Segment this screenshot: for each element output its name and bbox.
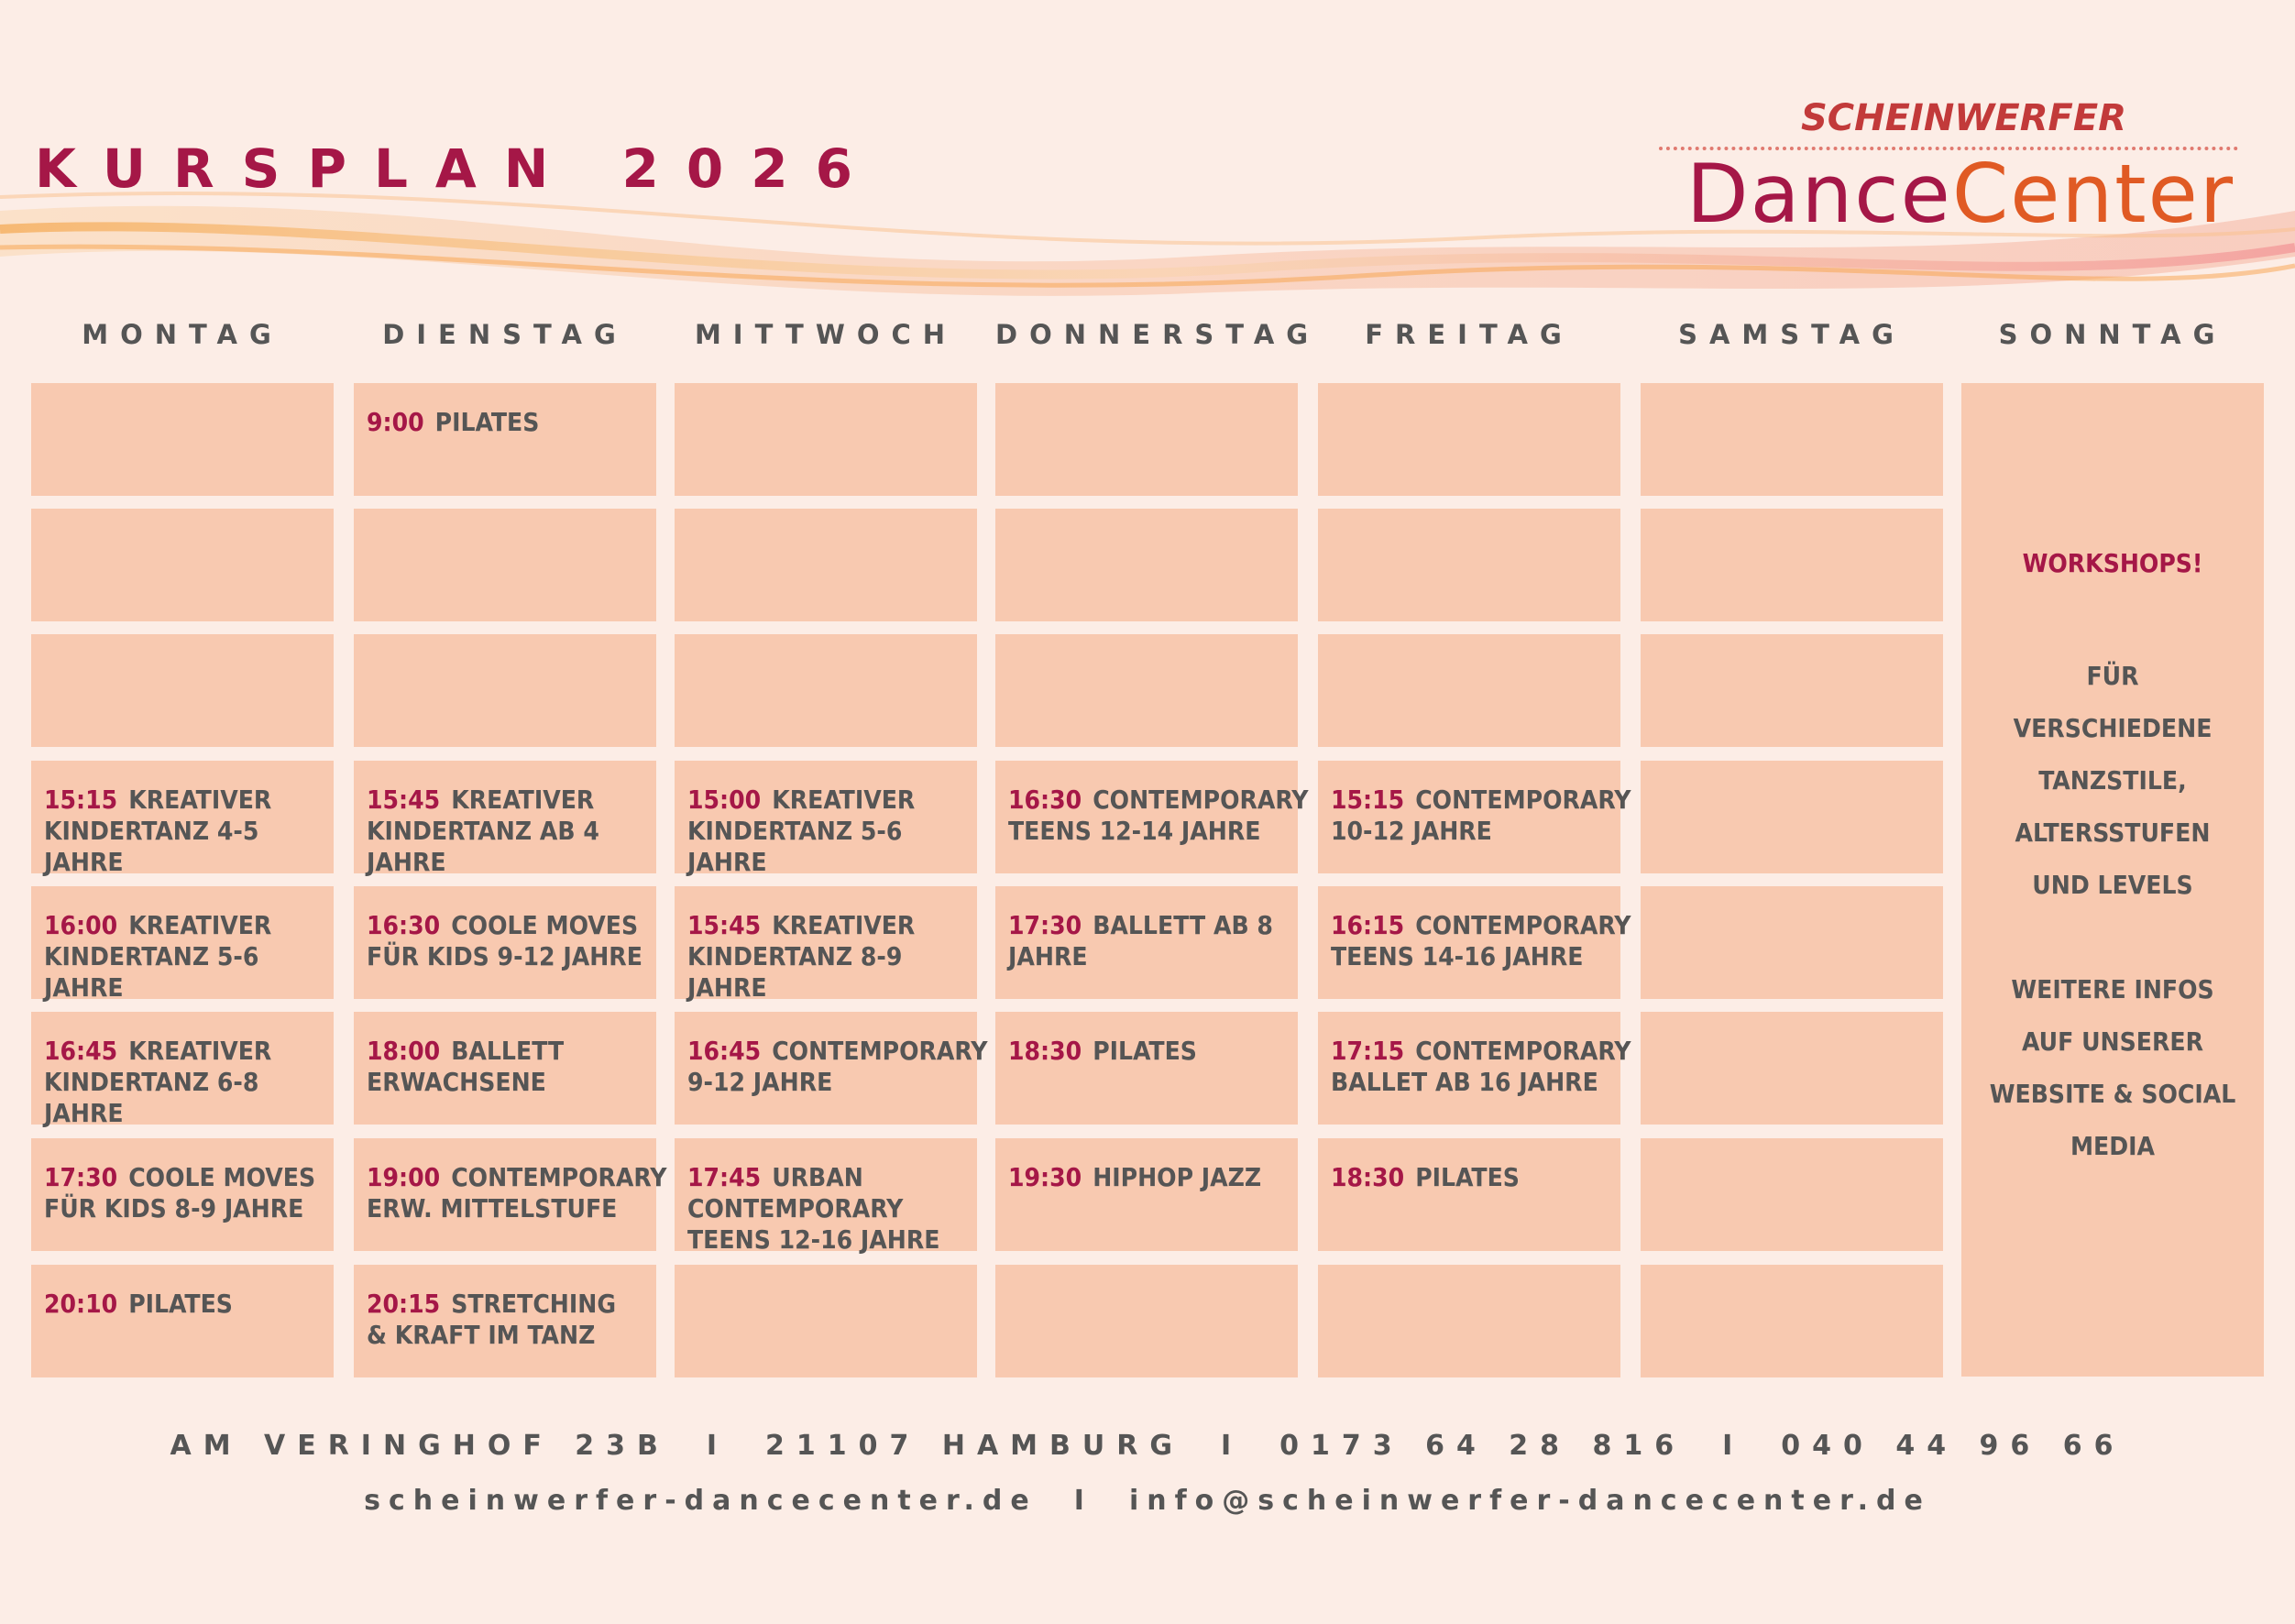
class-time: 15:45 [367, 785, 441, 815]
schedule-cell [31, 761, 334, 877]
class-name: KREATIVER KINDERTANZ AB 4 JAHRE [367, 785, 599, 877]
class-name: CONTEMPORARY 9-12 JAHRE [687, 1036, 988, 1097]
schedule-cell [1641, 761, 1943, 873]
day-header-donnerstag: DONNERSTAG [995, 319, 1321, 350]
schedule-cell [1318, 634, 1620, 747]
logo-center: Center [1951, 147, 2235, 241]
schedule-cell [1641, 1138, 1943, 1251]
schedule-cell [675, 1012, 988, 1125]
class-name: PILATES [434, 407, 540, 437]
schedule-cell [1641, 383, 1943, 496]
class-time: 9:00 [367, 407, 424, 437]
footer-phone-landline: 040 44 96 66 [1781, 1430, 2125, 1462]
day-header-mittwoch: MITTWOCH [694, 319, 958, 350]
dancecenter-logo [1659, 97, 2246, 244]
schedule-cell [1641, 886, 1943, 999]
class-time: 19:30 [1008, 1162, 1082, 1192]
schedule-cell [995, 1138, 1298, 1251]
class-time: 16:45 [44, 1036, 118, 1066]
class-time: 17:15 [1331, 1036, 1405, 1066]
schedule-cell [995, 1265, 1298, 1377]
footer-address: AM VERINGHOF 23B [170, 1430, 670, 1462]
class-time: 16:45 [687, 1036, 762, 1066]
class-time: 15:15 [44, 785, 118, 815]
footer-separator: I [706, 1430, 730, 1462]
class-time: 18:30 [1331, 1162, 1405, 1192]
schedule-cell [675, 761, 977, 877]
class-name: KREATIVER KINDERTANZ 4-5 JAHRE [44, 785, 272, 877]
logo-top-text: SCHEINWERFER [1800, 97, 2126, 139]
schedule-cell [354, 1012, 656, 1125]
workshops-line: ALTERSSTUFEN [2015, 817, 2211, 848]
footer-web-line [0, 1485, 2295, 1517]
workshops-spacer [1961, 911, 2264, 963]
workshops-line: FÜR [2086, 661, 2139, 691]
class-name: CONTEMPORARY TEENS 14-16 JAHRE [1331, 910, 1631, 971]
class-name: URBAN CONTEMPORARY TEENS 12-16 JAHRE [687, 1162, 940, 1255]
class-name: CONTEMPORARY ERW. MITTELSTUFE [367, 1162, 667, 1223]
class-time: 16:15 [1331, 910, 1405, 940]
footer-city: 21107 HAMBURG [765, 1430, 1184, 1462]
class-name: PILATES [128, 1289, 233, 1319]
schedule-cell [995, 761, 1309, 873]
schedule-cell [354, 886, 656, 999]
schedule-cell [31, 1012, 334, 1128]
footer-separator: I [1722, 1430, 1745, 1462]
schedule-cell [1641, 1012, 1943, 1125]
class-time: 16:00 [44, 910, 118, 940]
day-header-montag: MONTAG [82, 319, 283, 350]
class-time: 15:00 [687, 785, 762, 815]
class-time: 15:15 [1331, 785, 1405, 815]
class-time: 16:30 [367, 910, 441, 940]
footer-separator: I [1073, 1485, 1093, 1517]
schedule-cell [31, 383, 334, 496]
class-name: CONTEMPORARY TEENS 12-14 JAHRE [1008, 785, 1309, 846]
schedule-cell [354, 509, 656, 621]
schedule-cell [1318, 886, 1631, 999]
class-name: PILATES [1093, 1036, 1197, 1066]
class-name: KREATIVER KINDERTANZ 5-6 JAHRE [687, 785, 916, 877]
class-time: 17:45 [687, 1162, 762, 1192]
info-line: WEBSITE & SOCIAL [1989, 1079, 2236, 1109]
day-header-sonntag: SONNTAG [1998, 319, 2227, 350]
schedule-cell [354, 383, 656, 496]
info-line: WEITERE INFOS [2011, 974, 2214, 1004]
footer-phone-mobile: 0173 64 28 816 [1279, 1430, 1686, 1462]
logo-dance: Dance [1686, 147, 1952, 241]
schedule-cell [354, 634, 656, 747]
schedule-cell [995, 1012, 1298, 1125]
class-time: 15:45 [687, 910, 762, 940]
class-time: 17:30 [44, 1162, 118, 1192]
day-header-samstag: SAMSTAG [1678, 319, 1905, 350]
class-name: PILATES [1415, 1162, 1520, 1192]
schedule-cell [1641, 509, 1943, 621]
class-name: CONTEMPORARY 10-12 JAHRE [1331, 785, 1631, 846]
info-line: AUF UNSERER [2022, 1026, 2203, 1057]
schedule-cell [995, 383, 1298, 496]
schedule-cell [1318, 1138, 1620, 1251]
class-time: 17:30 [1008, 910, 1082, 940]
class-name: KREATIVER KINDERTANZ 8-9 JAHRE [687, 910, 916, 1003]
class-time: 20:10 [44, 1289, 118, 1319]
class-name: COOLE MOVES FÜR KIDS 8-9 JAHRE [44, 1162, 316, 1223]
class-time: 20:15 [367, 1289, 441, 1319]
schedule-cell [1318, 1265, 1620, 1377]
schedule-cell [354, 1265, 656, 1377]
schedule-cell [675, 634, 977, 747]
class-name: KREATIVER KINDERTANZ 5-6 JAHRE [44, 910, 272, 1003]
workshops-line: TANZSTILE, [2038, 765, 2187, 796]
schedule-cell [675, 1138, 977, 1255]
schedule-cell [1318, 1012, 1631, 1125]
schedule-cell [31, 634, 334, 747]
schedule-cell [675, 886, 977, 1003]
class-name: STRETCHING & KRAFT IM TANZ [367, 1289, 616, 1350]
footer-address-line [0, 1430, 2295, 1462]
schedule-cell [675, 509, 977, 621]
schedule-cell [675, 1265, 977, 1377]
schedule-cell [31, 509, 334, 621]
schedule-cell [1641, 634, 1943, 747]
schedule-cell [1318, 761, 1631, 873]
schedule-cell [675, 383, 977, 496]
class-name: BALLETT AB 8 JAHRE [1008, 910, 1273, 971]
schedule-cell [31, 1265, 334, 1377]
footer-website[interactable]: scheinwerfer-dancecenter.de [364, 1485, 1038, 1517]
schedule-cell [995, 886, 1298, 999]
info-line: MEDIA [2070, 1131, 2156, 1161]
schedule-cell [354, 1138, 667, 1251]
schedule-cell [1641, 1265, 1943, 1377]
workshops-line: UND LEVELS [2032, 870, 2193, 900]
day-header-dienstag: DIENSTAG [382, 319, 628, 350]
class-time: 19:00 [367, 1162, 441, 1192]
schedule-cell [31, 1138, 334, 1251]
sunday-workshops-box [1961, 383, 2264, 1377]
class-name: KREATIVER KINDERTANZ 6-8 JAHRE [44, 1036, 272, 1128]
day-header-freitag: FREITAG [1365, 319, 1574, 350]
class-name: BALLETT ERWACHSENE [367, 1036, 565, 1097]
schedule-cell [1318, 383, 1620, 496]
class-time: 18:30 [1008, 1036, 1082, 1066]
schedule-cell [995, 509, 1298, 621]
workshops-headline: WORKSHOPS! [2022, 548, 2203, 578]
workshops-line: VERSCHIEDENE [2013, 713, 2213, 743]
schedule-cell [995, 634, 1298, 747]
class-time: 18:00 [367, 1036, 441, 1066]
class-name: CONTEMPORARY BALLET AB 16 JAHRE [1331, 1036, 1631, 1097]
class-name: HIPHOP JAZZ [1093, 1162, 1262, 1192]
footer-separator: I [1221, 1430, 1244, 1462]
schedule-cell [31, 886, 334, 1003]
schedule-cell [1318, 509, 1620, 621]
logo-bottom-text [1686, 147, 2235, 241]
footer-email[interactable]: info@scheinwerfer-dancecenter.de [1128, 1485, 1931, 1517]
schedule-cell [354, 761, 656, 877]
class-time: 16:30 [1008, 785, 1082, 815]
page-title: KURSPLAN 2026 [35, 137, 880, 200]
class-name: COOLE MOVES FÜR KIDS 9-12 JAHRE [367, 910, 642, 971]
